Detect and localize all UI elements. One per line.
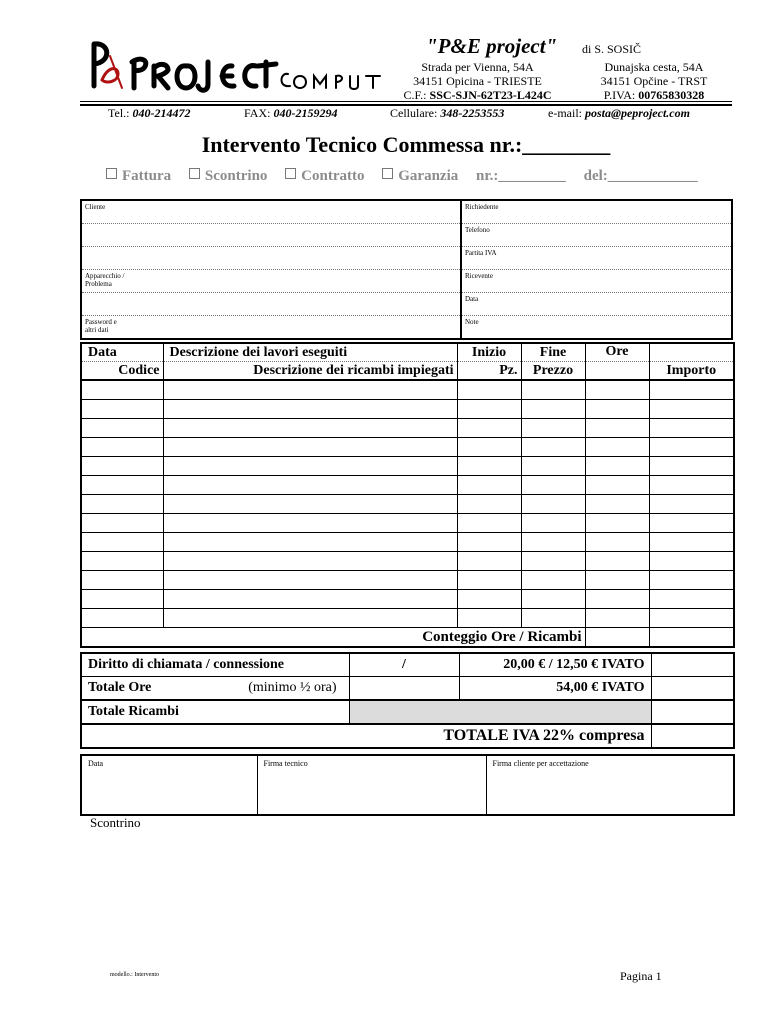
- option-contratto[interactable]: Contratto: [285, 168, 364, 184]
- address-it-street: Strada per Vienna, 54A: [421, 60, 534, 74]
- col-prezzo: Prezzo: [521, 362, 585, 381]
- col-fine: Fine: [521, 343, 585, 362]
- field-partita-iva[interactable]: Partita IVA: [461, 247, 732, 270]
- field-cliente-line2[interactable]: [81, 224, 461, 247]
- col-codice: Codice: [81, 362, 163, 381]
- field-password[interactable]: Password e altri dati: [81, 316, 461, 340]
- table-row[interactable]: [81, 400, 734, 419]
- option-fattura[interactable]: Fattura: [106, 168, 171, 184]
- conteggio-label: Conteggio Ore / Ricambi: [81, 628, 585, 648]
- ore-amount[interactable]: [651, 677, 734, 701]
- vat-number: P.IVA: 00765830328: [603, 88, 705, 102]
- model-label: modello.: Intervento: [110, 972, 159, 978]
- diritto-price: 20,00 € / 12,50 € IVATO: [459, 653, 651, 677]
- field-apparecchio[interactable]: Apparecchio / Problema: [81, 270, 461, 293]
- table-row[interactable]: [81, 495, 734, 514]
- col-ore-cont: [585, 362, 649, 381]
- totale-amount[interactable]: [651, 724, 734, 748]
- signature-table: [80, 754, 735, 816]
- diritto-label: Diritto di chiamata / connessione: [81, 653, 349, 677]
- address-it-city: 34151 Opicina - TRIESTE: [413, 74, 542, 88]
- sign-cliente[interactable]: Firma cliente per accettazione: [492, 759, 589, 768]
- field-apparecchio-line2[interactable]: [81, 293, 461, 316]
- header-rule: [80, 101, 732, 102]
- table-row[interactable]: [81, 380, 734, 400]
- ricambi-shaded: [349, 700, 651, 724]
- totale-ore-value[interactable]: [349, 677, 459, 701]
- address-si-street: Dunajska cesta, 54A: [604, 60, 704, 74]
- field-telefono[interactable]: Telefono: [461, 224, 732, 247]
- page-number: Pagina 1: [620, 969, 662, 983]
- fiscal-code: C.F.: SSC-SJN-62T23-L424C: [403, 88, 552, 102]
- scontrino-label: Scontrino: [90, 815, 141, 830]
- col-descr-ricambi: Descrizione dei ricambi impiegati: [163, 362, 457, 381]
- fax: FAX: 040-2159294: [244, 106, 338, 120]
- col-data: Data: [81, 343, 163, 362]
- works-table: [80, 342, 735, 648]
- page-title: Intervento Tecnico Commessa nr.:________: [201, 132, 611, 157]
- table-row[interactable]: [81, 457, 734, 476]
- totale-ore-label: Totale Ore (minimo ½ ora): [81, 677, 349, 701]
- totals-table: [80, 652, 735, 749]
- phone: Tel.: 040-214472: [108, 106, 191, 120]
- sign-tecnico[interactable]: Firma tecnico: [257, 755, 486, 815]
- field-cliente[interactable]: Cliente: [81, 200, 461, 224]
- table-row[interactable]: [81, 590, 734, 609]
- col-pz: Pz.: [457, 362, 521, 381]
- field-data[interactable]: Data: [461, 293, 732, 316]
- option-scontrino[interactable]: Scontrino: [189, 168, 268, 184]
- client-info-table: [80, 199, 733, 340]
- field-richiedente[interactable]: Richiedente: [461, 200, 732, 224]
- table-row[interactable]: [81, 609, 734, 628]
- table-row[interactable]: [81, 514, 734, 533]
- brand-owner: di S. SOSIČ: [582, 42, 642, 56]
- ore-price: 54,00 € IVATO: [459, 677, 651, 701]
- option-garanzia[interactable]: Garanzia: [382, 168, 458, 184]
- table-row[interactable]: [81, 419, 734, 438]
- checkbox-icon[interactable]: [285, 168, 296, 179]
- email: e-mail: posta@peproject.com: [548, 106, 690, 120]
- table-row[interactable]: [81, 571, 734, 590]
- field-del[interactable]: del:____________: [583, 168, 698, 184]
- diritto-slash: /: [349, 653, 459, 677]
- field-nr[interactable]: nr.:_________: [476, 168, 566, 184]
- document-type-options: [106, 168, 698, 185]
- brand-name: "P&E project": [426, 34, 558, 58]
- table-row[interactable]: [81, 438, 734, 457]
- col-importo: Importo: [649, 362, 734, 381]
- col-descr-lavori: Descrizione dei lavori eseguiti: [163, 343, 457, 362]
- field-cliente-line3[interactable]: [81, 247, 461, 270]
- checkbox-icon[interactable]: [189, 168, 200, 179]
- col-blank: [649, 343, 734, 362]
- field-note[interactable]: Note: [465, 318, 479, 326]
- table-row[interactable]: [81, 476, 734, 495]
- field-ricevente[interactable]: Ricevente: [461, 270, 732, 293]
- col-inizio: Inizio: [457, 343, 521, 362]
- totale-ricambi-label: Totale Ricambi: [81, 700, 349, 724]
- address-si-city: 34151 Opčine - TRST: [600, 74, 708, 88]
- ricambi-amount[interactable]: [651, 700, 734, 724]
- diritto-amount[interactable]: [651, 653, 734, 677]
- table-row[interactable]: [81, 552, 734, 571]
- totale-iva-label: TOTALE IVA 22% compresa: [81, 724, 651, 748]
- conteggio-importo[interactable]: [649, 628, 734, 648]
- sign-data[interactable]: Data: [81, 755, 257, 815]
- checkbox-icon[interactable]: [382, 168, 393, 179]
- company-logo: [88, 36, 384, 96]
- mobile: Cellulare: 348-2253553: [390, 106, 505, 120]
- conteggio-ore[interactable]: [585, 628, 649, 648]
- table-row[interactable]: [81, 533, 734, 552]
- col-ore: Ore: [585, 343, 649, 362]
- checkbox-icon[interactable]: [106, 168, 117, 179]
